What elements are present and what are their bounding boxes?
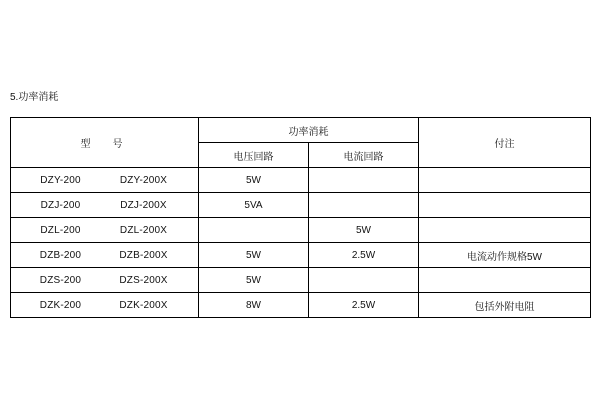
model-code-a: DZJ-200: [40, 199, 81, 211]
cell-note: 电流动作规格5W: [419, 243, 591, 268]
power-consumption-table-wrap: [10, 117, 590, 318]
power-consumption-table: [10, 117, 591, 318]
cell-current-circuit: [309, 168, 419, 193]
header-model: 型 号: [11, 118, 199, 168]
cell-note: [419, 168, 591, 193]
cell-model: [11, 243, 199, 268]
cell-voltage-circuit: 5W: [199, 243, 309, 268]
model-code-a: DZK-200: [39, 299, 82, 311]
cell-voltage-circuit: [199, 218, 309, 243]
section-heading: 5.功率消耗: [10, 92, 59, 103]
cell-note: 包括外附电阻: [419, 293, 591, 318]
cell-voltage-circuit: 5W: [199, 268, 309, 293]
cell-model: [11, 218, 199, 243]
header-voltage-circuit: 电压回路: [199, 143, 309, 168]
model-code-a: DZS-200: [39, 274, 82, 286]
cell-note: [419, 193, 591, 218]
cell-model: [11, 168, 199, 193]
model-code-b: DZK-200X: [119, 299, 168, 311]
table-row: [11, 193, 591, 218]
table-row: [11, 168, 591, 193]
model-code-b: DZB-200X: [119, 249, 168, 261]
cell-model: [11, 293, 199, 318]
cell-current-circuit: 2.5W: [309, 243, 419, 268]
table-row: [11, 268, 591, 293]
cell-note: [419, 268, 591, 293]
table-row: [11, 218, 591, 243]
model-code-a: DZB-200: [39, 249, 82, 261]
cell-voltage-circuit: 8W: [199, 293, 309, 318]
table-row: [11, 243, 591, 268]
table-header-row-1: [11, 118, 591, 143]
model-code-a: DZL-200: [40, 224, 81, 236]
cell-model: [11, 268, 199, 293]
header-current-circuit: 电流回路: [309, 143, 419, 168]
cell-model: [11, 193, 199, 218]
cell-current-circuit: 5W: [309, 218, 419, 243]
model-code-b: DZL-200X: [119, 224, 168, 236]
header-note: 付注: [419, 118, 591, 168]
cell-voltage-circuit: 5VA: [199, 193, 309, 218]
cell-note: [419, 218, 591, 243]
cell-current-circuit: [309, 268, 419, 293]
cell-voltage-circuit: 5W: [199, 168, 309, 193]
model-code-a: DZY-200: [40, 174, 81, 186]
cell-current-circuit: 2.5W: [309, 293, 419, 318]
table-row: [11, 293, 591, 318]
model-code-b: DZJ-200X: [120, 199, 167, 211]
model-code-b: DZS-200X: [119, 274, 168, 286]
cell-current-circuit: [309, 193, 419, 218]
header-power-consumption: 功率消耗: [199, 118, 419, 143]
model-code-b: DZY-200X: [119, 174, 168, 186]
